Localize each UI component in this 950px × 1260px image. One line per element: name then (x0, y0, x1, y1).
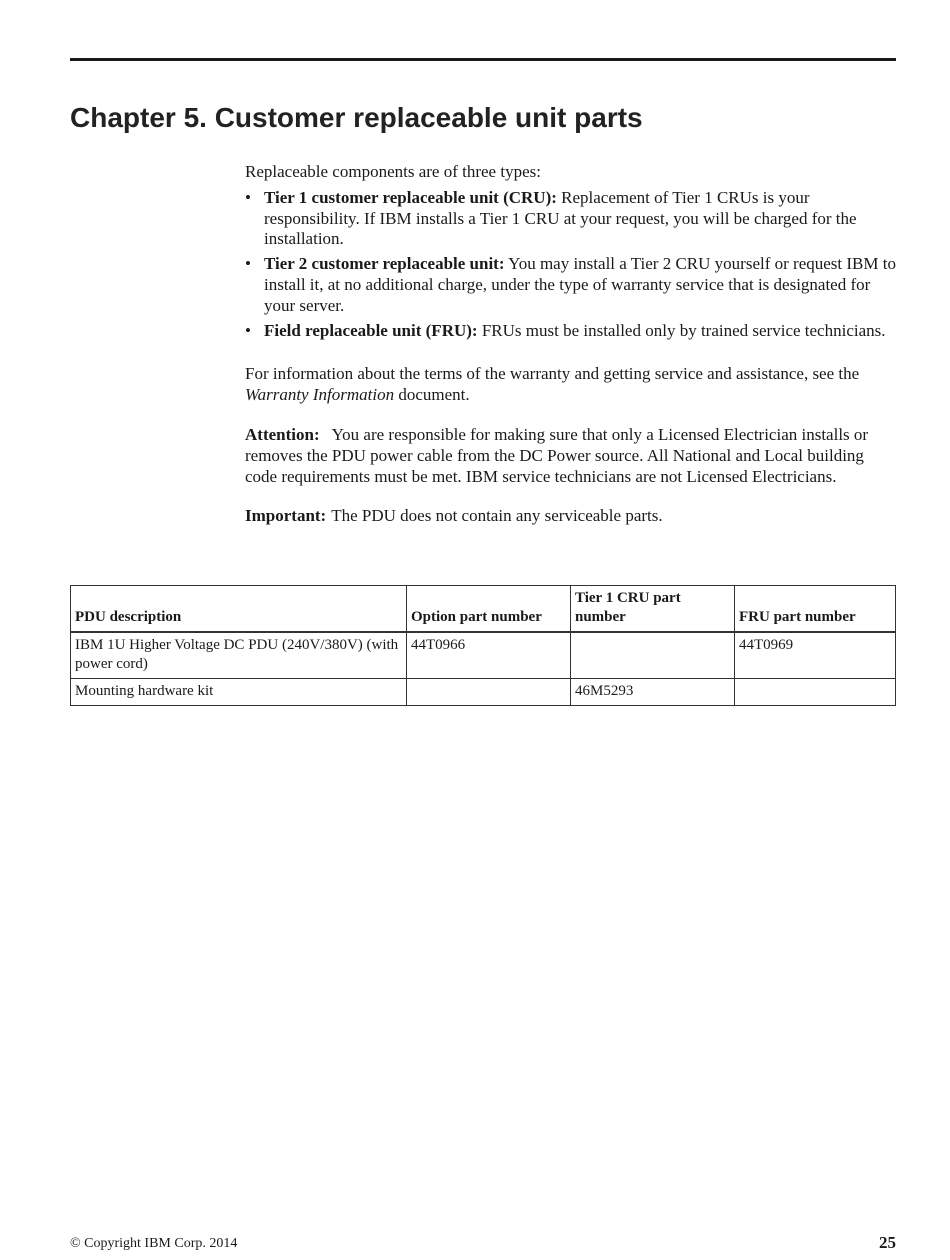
attention-label: Attention: (245, 424, 320, 444)
table-cell (571, 632, 735, 679)
bullet: • (245, 254, 251, 274)
table-cell (407, 679, 571, 706)
important-paragraph (245, 506, 897, 527)
top-rule (70, 58, 896, 61)
warranty-text-before: For information about the terms of the warranty and getting service and assistance, see the (245, 364, 860, 384)
col-header-tier1-cru-part: Tier 1 CRU part number (571, 586, 735, 633)
desc-fru: FRUs must be installed only by trained service technicians. (477, 320, 886, 340)
desc-tier2: You may install a Tier 2 CRU yourself or request IBM to install it, at no additional charge, under the type of warranty service that is designated for your server. (264, 254, 896, 315)
warranty-paragraph (245, 364, 897, 406)
attention-text: You are responsible for making sure that only a Licensed Electrician installs or removes the PDU power cable from the DC Power source. All National and Local building code requirements must be met. IBM service technicians are not Licensed Electricians. (245, 424, 869, 486)
list-item-tier2 (245, 254, 897, 316)
table-header-row (71, 586, 896, 633)
table-cell (735, 679, 896, 706)
warranty-text-after: document. (394, 385, 470, 405)
warranty-doc-title: Warranty Information (245, 385, 395, 405)
bullet: • (245, 187, 251, 207)
replaceable-types-list (245, 188, 897, 342)
important-label: Important: (245, 506, 327, 526)
important-text: The PDU does not contain any serviceable parts. (331, 506, 663, 526)
table-cell: 46M5293 (571, 679, 735, 706)
term-tier2: Tier 2 customer replaceable unit: (264, 254, 505, 274)
col-header-option-part: Option part number (407, 586, 571, 633)
list-item-fru (245, 321, 897, 342)
attention-paragraph (245, 425, 897, 487)
page-number: 25 (879, 1233, 896, 1252)
list-item-tier1 (245, 188, 897, 250)
table-row (71, 632, 896, 679)
chapter-title: Chapter 5. Customer replaceable unit parts (70, 102, 643, 133)
term-fru: Field replaceable unit (FRU): (264, 320, 478, 340)
table-cell: IBM 1U Higher Voltage DC PDU (240V/380V) (with power cord) (71, 632, 407, 679)
table-cell: Mounting hardware kit (71, 679, 407, 706)
body-text (245, 162, 897, 527)
col-header-description: PDU description (71, 586, 407, 633)
table-cell: 44T0966 (407, 632, 571, 679)
bullet: • (245, 320, 251, 340)
col-header-fru-part: FRU part number (735, 586, 896, 633)
table-cell: 44T0969 (735, 632, 896, 679)
parts-table (70, 585, 896, 706)
intro-text: Replaceable components are of three types: (245, 162, 541, 181)
term-tier1: Tier 1 customer replaceable unit (CRU): (264, 187, 557, 207)
copyright-notice: © Copyright IBM Corp. 2014 (70, 1236, 238, 1251)
table-row (71, 679, 896, 706)
desc-tier1: Replacement of Tier 1 CRUs is your responsibility. If IBM installs a Tier 1 CRU at your request, you will be charged for the installation. (264, 187, 857, 249)
